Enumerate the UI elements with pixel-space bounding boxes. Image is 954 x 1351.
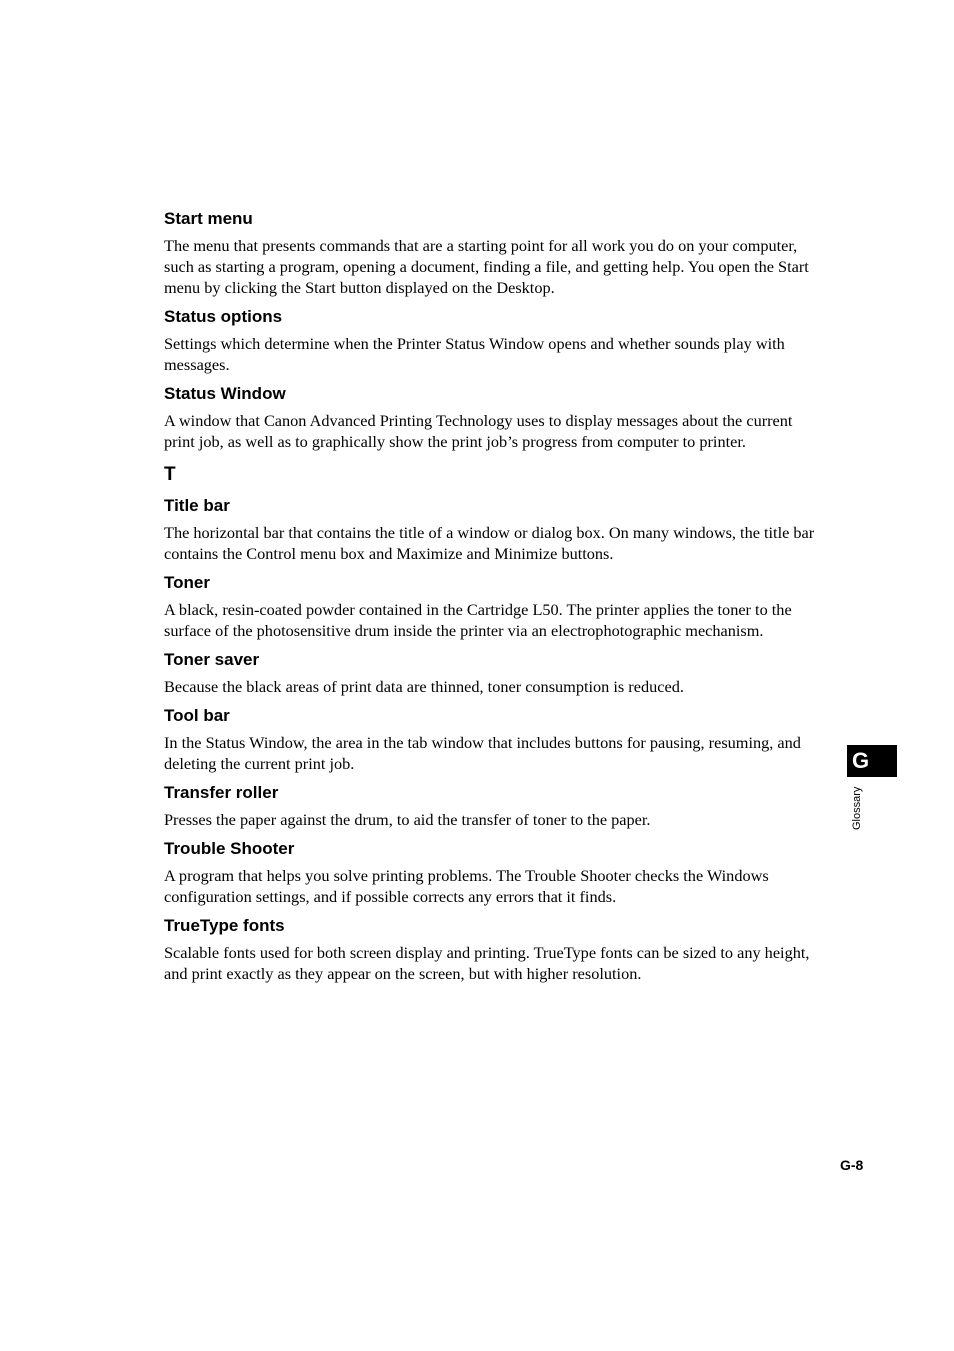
glossary-term: Toner: [164, 573, 210, 592]
glossary-definition: The menu that presents commands that are a starting point for all work you do on your computer, such as starting a program, opening a document, finding a file, and getting help. You open the Start menu by clicking the Start button displayed on the Desktop.: [164, 236, 809, 297]
glossary-term: Status options: [164, 307, 283, 326]
glossary-entry: [164, 306, 824, 375]
glossary-term: Start menu: [164, 209, 253, 228]
glossary-definition: The horizontal bar that contains the title of a window or dialog box. On many windows, the title bar contains the Control menu box and Maximize and Minimize buttons.: [164, 523, 815, 563]
glossary-term: Transfer roller: [164, 783, 279, 802]
glossary-definition: Because the black areas of print data are thinned, toner consumption is reduced.: [164, 677, 684, 696]
glossary-entry: [164, 572, 824, 641]
glossary-term: Status Window: [164, 384, 286, 403]
glossary-entry: [164, 208, 824, 298]
glossary-term: Tool bar: [164, 706, 230, 725]
glossary-definition: A black, resin-coated powder contained in the Cartridge L50. The printer applies the toner to the surface of the photosensitive drum inside the printer via an electrophotographic mechanism.: [164, 600, 792, 640]
glossary-definition: A program that helps you solve printing problems. The Trouble Shooter checks the Windows configuration settings, and if possible corrects any errors that it finds.: [164, 866, 769, 906]
chapter-tab: G: [847, 745, 897, 777]
glossary-entry: [164, 495, 824, 564]
glossary-entry: [164, 782, 824, 830]
glossary-term: TrueType fonts: [164, 916, 285, 935]
glossary-entry: [164, 705, 824, 774]
section-letter-heading: T: [164, 464, 176, 485]
glossary-definition: Scalable fonts used for both screen display and printing. TrueType fonts can be sized to any height, and print exactly as they appear on the screen, but with higher resolution.: [164, 943, 810, 983]
glossary-content: [164, 208, 824, 992]
glossary-entry: [164, 838, 824, 907]
glossary-entry: [164, 649, 824, 697]
glossary-term: Title bar: [164, 496, 230, 515]
chapter-tab-label: Glossary: [851, 786, 863, 830]
glossary-entry: [164, 915, 824, 984]
glossary-term: Toner saver: [164, 650, 260, 669]
glossary-definition: In the Status Window, the area in the tab window that includes buttons for pausing, resuming, and deleting the current print job.: [164, 733, 801, 773]
glossary-definition: Presses the paper against the drum, to aid the transfer of toner to the paper.: [164, 810, 651, 829]
page-number: G-8: [840, 1157, 864, 1173]
glossary-entry: [164, 383, 824, 452]
glossary-definition: A window that Canon Advanced Printing Technology uses to display messages about the current print job, as well as to graphically show the print job’s progress from computer to printer.: [164, 411, 793, 451]
glossary-term: Trouble Shooter: [164, 839, 295, 858]
glossary-definition: Settings which determine when the Printer Status Window opens and whether sounds play with messages.: [164, 334, 785, 374]
